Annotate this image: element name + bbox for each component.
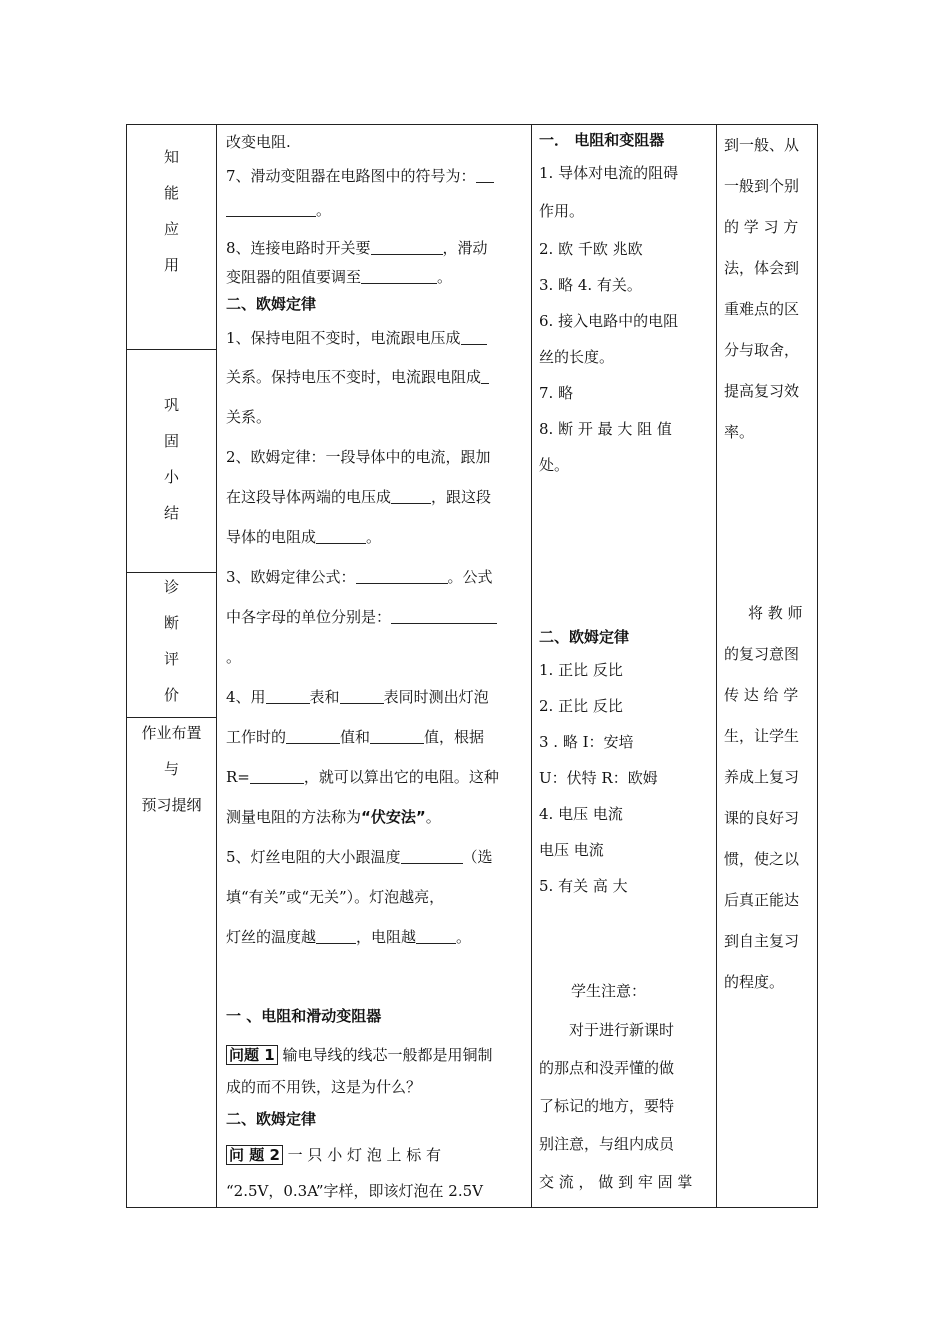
answer-line: 8. 断 开 最 大 阻 值 bbox=[539, 420, 672, 438]
label-char: 知 bbox=[163, 148, 179, 166]
student-note bbox=[539, 971, 711, 1201]
answer-line: 7. 略 bbox=[539, 384, 574, 402]
answer-line: 1. 导体对电流的阻碍 bbox=[539, 164, 679, 182]
answer-line: 5. 有关 高 大 bbox=[539, 877, 628, 895]
answer-line: 3. 略 4. 有关。 bbox=[539, 276, 642, 294]
answer-line: U：伏特 R：欧姆 bbox=[539, 769, 658, 787]
intent-line: 将 教 师 bbox=[748, 604, 803, 622]
text-line: 1、保持电阻不变时，电流跟电压成 bbox=[226, 319, 526, 357]
question-line: 成的而不用铁，这是为什么？ bbox=[226, 1078, 422, 1096]
answer-line: 处。 bbox=[539, 456, 570, 474]
section-heading: 一 、电阻和滑动变阻器 bbox=[226, 1007, 382, 1025]
note-title: 学生注意： bbox=[571, 982, 647, 1000]
text-line: 。 bbox=[226, 648, 242, 666]
question-line: 问 题 2 一 只 小 灯 泡 上 标 有 bbox=[226, 1137, 526, 1173]
label-knowledge-apply bbox=[127, 139, 216, 283]
label-char: 评 bbox=[163, 650, 179, 668]
text-line: 8、连接电路时开关要 ，滑动 bbox=[226, 239, 488, 257]
intent-line: 法，体会到 bbox=[724, 259, 800, 277]
text-line: 填“有关”或“无关”）。灯泡越亮， bbox=[226, 888, 445, 906]
note-line: 别注意，与组内成员 bbox=[539, 1135, 675, 1153]
label-char: 能 bbox=[163, 184, 179, 202]
intent-line: 惯，使之以 bbox=[724, 850, 800, 868]
label-char: 断 bbox=[163, 614, 179, 632]
column-divider bbox=[216, 125, 217, 1207]
lesson-table bbox=[126, 124, 818, 1208]
label-char: 诊 bbox=[163, 578, 179, 596]
question-tag: 问 题 2 bbox=[226, 1145, 283, 1165]
answer-line: 丝的长度。 bbox=[539, 348, 615, 366]
answers-top bbox=[539, 125, 711, 483]
intent-line: 课的良好习 bbox=[724, 809, 800, 827]
section-heading: 二、欧姆定律 bbox=[226, 295, 317, 313]
answer-line: 3 . 略 I：安培 bbox=[539, 733, 634, 751]
label-char: 巩 bbox=[163, 396, 179, 414]
label-char: 预习提纲 bbox=[141, 796, 202, 814]
answer-line: 2. 欧 千欧 兆欧 bbox=[539, 240, 643, 258]
text-line: 关系。 bbox=[226, 408, 272, 426]
text-line: 改变电阻. bbox=[226, 133, 291, 151]
answers-ohm bbox=[539, 622, 711, 904]
intent-line: 后真正能达 bbox=[724, 891, 800, 909]
text-line: 测量电阻的方法称为“伏安法”。 bbox=[226, 808, 441, 826]
question-line: “2.5V，0.3A”字样，即该灯泡在 2.5V bbox=[226, 1182, 483, 1200]
text-line: 4、用 表和 表同时测出灯泡 bbox=[226, 688, 489, 706]
question-tag: 问题 1 bbox=[226, 1045, 278, 1065]
label-char: 与 bbox=[163, 760, 179, 778]
answer-line: 4. 电压 电流 bbox=[539, 805, 623, 823]
answer-line: 2. 正比 反比 bbox=[539, 697, 623, 715]
label-char: 固 bbox=[163, 432, 179, 450]
text-line: 工作时的 值和 值，根据 bbox=[226, 728, 485, 746]
text-line: 中各字母的单位分别是： bbox=[226, 597, 526, 637]
text-line: 变阻器的阻值要调至 。 bbox=[226, 268, 453, 286]
note-line: 了标记的地方，要特 bbox=[539, 1097, 675, 1115]
intent-part2 bbox=[724, 593, 814, 1003]
answer-line: 1. 正比 反比 bbox=[539, 661, 623, 679]
text-line: 3、欧姆定律公式： 。公式 bbox=[226, 568, 493, 586]
row-divider bbox=[127, 349, 216, 350]
column-divider bbox=[716, 125, 717, 1207]
intent-line: 分与取舍， bbox=[724, 341, 800, 359]
question-line: 问题 1 输电导线的线芯一般都是用铜制 bbox=[226, 1037, 526, 1073]
note-line: 交 流 ， 做 到 牢 固 掌 bbox=[539, 1173, 693, 1191]
section-heading: 二、欧姆定律 bbox=[539, 628, 630, 646]
intent-line: 的复习意图 bbox=[724, 645, 800, 663]
intent-line: 传 达 给 学 bbox=[724, 686, 799, 704]
note-line: 的那点和没弄懂的做 bbox=[539, 1059, 675, 1077]
text-line: 。 bbox=[226, 193, 526, 227]
label-diagnose bbox=[127, 569, 216, 713]
text-line: 灯丝的温度越 ，电阻越 。 bbox=[226, 928, 472, 946]
intent-line: 到一般、从 bbox=[724, 136, 800, 154]
intent-line: 养成上复习 bbox=[724, 768, 800, 786]
text-line: 7、滑动变阻器在电路图中的符号为： bbox=[226, 159, 526, 193]
intent-line: 的 学 习 方 bbox=[724, 218, 799, 236]
intent-line: 重难点的区 bbox=[724, 300, 800, 318]
text-line: 在这段导体两端的电压成 ，跟这段 bbox=[226, 488, 492, 506]
intent-line: 生，让学生 bbox=[724, 727, 800, 745]
intent-line: 一般到个别 bbox=[724, 177, 800, 195]
section-heading: 一． 电阻和变阻器 bbox=[539, 131, 665, 149]
exercise-bottom bbox=[226, 999, 526, 1209]
label-char: 应 bbox=[163, 220, 179, 238]
label-char: 价 bbox=[163, 686, 179, 704]
answer-line: 6. 接入电路中的电阻 bbox=[539, 312, 679, 330]
column-divider bbox=[531, 125, 532, 1207]
text-line: 关系。保持电压不变时，电流跟电阻成 bbox=[226, 357, 526, 397]
label-homework bbox=[127, 715, 216, 823]
intent-line: 提高复习效 bbox=[724, 382, 800, 400]
label-char: 结 bbox=[163, 504, 179, 522]
text-line: 5、灯丝电阻的大小跟温度 （选 bbox=[226, 848, 493, 866]
answer-line: 作用。 bbox=[539, 202, 585, 220]
label-char: 小 bbox=[163, 468, 179, 486]
label-char: 作业布置 bbox=[141, 724, 202, 742]
text-line: R= ，就可以算出它的电阻。这种 bbox=[226, 768, 499, 786]
text-line: 导体的电阻成 。 bbox=[226, 528, 382, 546]
intent-line: 到自主复习 bbox=[724, 932, 800, 950]
intent-line: 率。 bbox=[724, 423, 755, 441]
section-heading: 二、欧姆定律 bbox=[226, 1110, 317, 1128]
label-consolidate bbox=[127, 387, 216, 531]
text-line: 2、欧姆定律：一段导体中的电流，跟加 bbox=[226, 448, 491, 466]
intent-line: 的程度。 bbox=[724, 973, 785, 991]
exercise-top bbox=[226, 125, 526, 957]
intent-part1 bbox=[724, 125, 814, 453]
label-char: 用 bbox=[163, 256, 179, 274]
answer-line: 电压 电流 bbox=[539, 841, 604, 859]
note-line: 对于进行新课时 bbox=[569, 1021, 675, 1039]
